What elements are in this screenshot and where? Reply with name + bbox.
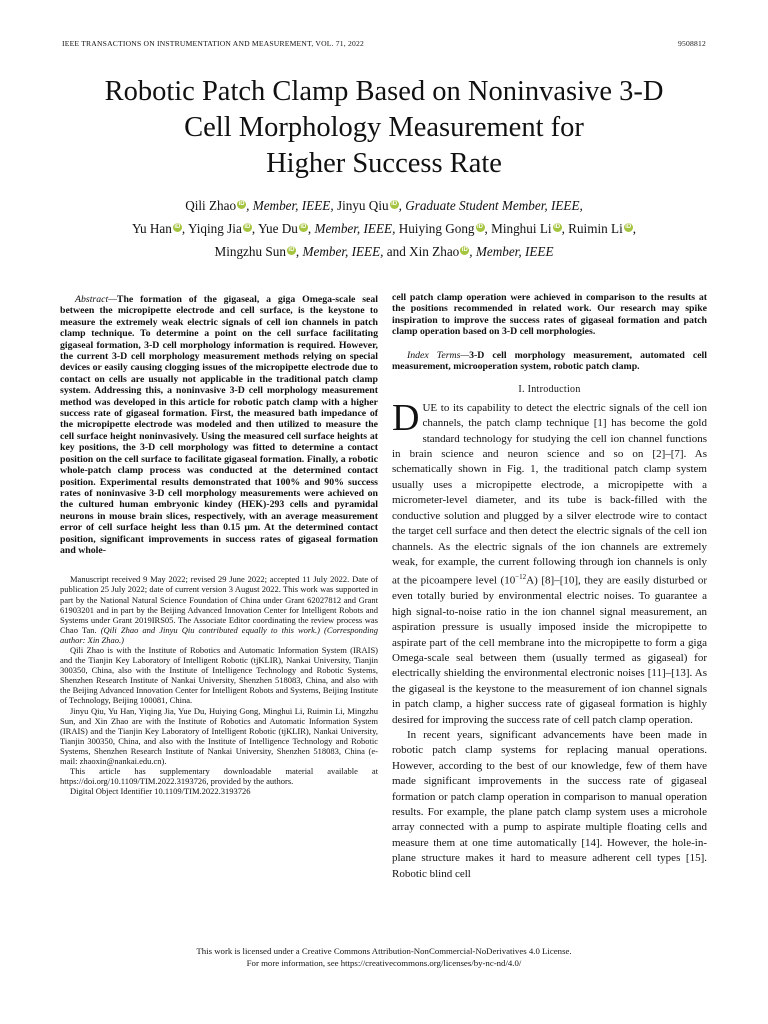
running-header — [62, 39, 706, 48]
license-link[interactable]: For more information, see https://creativecommons.org/licenses/by-nc-nd/4.0/ — [246, 957, 522, 968]
orcid-icon[interactable]: iD — [244, 224, 251, 230]
abstract-text: The formation of the gigaseal, a giga Omega-scale seal between the micropipette electrode and cell surface, is the keystone to measure the extremely weak electric signals of cell ion channels in patch clamp technique. To determine a point on the cell surface facilitating gigaseal formation, 3-D cell morphology information is required. However, the current 3-D cell morphology measurement methods relying on special devices or easily causing clogging issues of the micropipette electrode due to contact on cells are usually not applicable in the traditional patch clamp system. Addressing this, a noninvasive 3-D cell morphology measurement method was developed in this article for robotic patch clamp with a higher success rate of gigaseal formation. First, the measured bath impedance of the micropipette electrode was modeled and then utilized to measure the cell surface height noninvasively. Using the measured cell surface heights at key positions, the 3-D cell morphology was fitted to determine a contact position on the cell surface to facilitate gigaseal formation. Finally, a robotic whole-patch clamp process was conducted at the determined contact position. Experimental results demonstrated that 100% and 90% success rates of noninvasive 3-D cell morphology measurements were achieved on the cultured human embryonic kindey (HEK)-293 cells and pyramidal neurons in mouse brain slices, respectively, with an average measurement error of cell surface height less than 0.15 μm. At the determined contact position, significant improvements in success rates of gigaseal formation and whole- — [60, 294, 378, 556]
author-name: Yiqing Jia — [187, 221, 242, 236]
section-heading: I. Introduction — [518, 384, 581, 396]
author-name: Xin Zhao — [409, 244, 460, 259]
footnote-text: Manuscript received 9 May 2022; revised 29 June 2022; accepted 11 July 2022. Date of publication 25 July 2022; date of current version 3 August 2022. This work was supported in part by the National Natural Science Foundation of China under Grant 62027812 and Grant 61903201 and in part by the Beijing Advanced Innovation Center for Intelligent Robots and Systems under Grant 2019IRS05. The Associate Editor coordinating the review process was Chao Tan. — [60, 574, 378, 635]
intro-text: A) [8]–[10], they are easily disturbed or even totally buried by environmental electric noises. To guarantee a high signal-to-noise ratio in the ion channel signal measurement, an aspiration pressure is usually imposed inside the micropipette to aspirate part of the cell membrane into the micropipette to form a giga Omega-scale seal between them (usually termed as gigaseal) for electrically shielding the environmental electronic noises [11]–[13]. As the gigaseal is the keystone to the measurement of ion channel signals in patch clamp, a higher success rate of gigaseal formation is highly desired for improving the success rate of cell patch clamp operation. — [392, 574, 707, 726]
orcid-icon[interactable]: iD — [288, 247, 295, 253]
title-line: Cell Morphology Measurement for — [184, 112, 584, 143]
license-notice — [60, 946, 708, 969]
abstract-label: Abstract— — [75, 294, 117, 305]
author-name: Jinyu Qiu — [336, 198, 389, 213]
index-terms-text: 3-D cell morphology measurement, automated cell measurement, microoperation system, robotic patch clamp. — [392, 349, 708, 373]
author-role: , Graduate Student Member, IEEE, — [398, 198, 583, 213]
abstract — [60, 294, 378, 556]
intro-paragraph: In recent years, significant advancements have been made in robotic patch clamp systems for replacing manual operations. However, according to the best of our knowledge, few of them have made significant improvements in the success rate of gigaseal formation or patch clamp operation in comparison to manual operation results. For example, the plane patch clamp system uses a microhole array connected with a pump to aspirate multiple floating cells and measure them at one time automatically [14]. However, the hole-in-plane structure makes it hard to measure adherent cell types [15]. Robotic blind cell — [392, 729, 707, 880]
orcid-icon[interactable]: iD — [238, 201, 245, 207]
author-name: Minghui Li — [491, 221, 552, 236]
intro-text: UE to its capability to detect the electric signals of the cell ion channels, the patch clamp technique [1] has become the gold standard technology for studying the cell ion channel functions in brain science and neuron science and so on [2]–[7]. As schematically shown in Fig. 1, the traditional patch clamp system usually uses a micropipette electrode, a micropipette with a micrometer-level diameter, and its tube is back-filled with the conductive solution and plugged by a silver electrode wire to contact the target cell surface and then detect the electric signals of the cell ion channels. As the electric signals of the ion channels are extremely weak, for example, the current following through ion channels is only at the picoampere level (10 — [392, 401, 707, 587]
author-name: Qili Zhao — [185, 198, 237, 213]
footnote-affiliation: Jinyu Qiu, Yu Han, Yiqing Jia, Yue Du, Huiying Gong, Minghui Li, Ruimin Li, Mingzhu Sun, and Xin Zhao are with the Institute of Robotics and Automatic Information System (IRAIS) and the Tianjin Key Laboratory of Intelligent Robotic (tjKLIR), Nankai University, Tianjin 300350, China, and also with the Institute of Intelligence Technology and Robotic Systems, Shenzhen Research Institute of Nankai University, Shenzhen 518083, China (e-mail: zhaoxin@nankai.edu.cn). — [60, 705, 378, 767]
article-number: 9508812 — [678, 39, 706, 48]
drop-cap: D — [392, 396, 420, 439]
author-role: , Member, IEEE, — [295, 244, 384, 259]
author-line — [40, 240, 728, 263]
paper-title — [40, 74, 728, 182]
footnote-manuscript — [60, 574, 378, 645]
author-name: Yue Du — [257, 221, 298, 236]
index-terms-label: Index Terms— — [407, 349, 470, 361]
footnote-italic: (Qili Zhao and Jinyu Qiu contributed equally to this work.) (Corresponding author: Xin Zhao.) — [60, 624, 378, 645]
footnotes — [60, 574, 378, 796]
author-role: , Member, IEEE, — [246, 198, 334, 213]
orcid-icon[interactable]: iD — [174, 224, 181, 230]
conjunction: and — [386, 244, 406, 259]
author-name: Huiying Gong — [398, 221, 475, 236]
author-name: Yu Han — [131, 221, 172, 236]
footnote-doi: Digital Object Identifier 10.1109/TIM.2022.3193726 — [70, 786, 251, 797]
abstract-continued: cell patch clamp operation were achieved in comparison to the results at the positions recommended in related work. Our research may spike inspiration to improve the success rates of gigaseal formation and patch clamp operation based on 3-D cell morphologies. — [392, 292, 707, 338]
index-terms — [392, 350, 707, 373]
intro-paragraph — [392, 396, 707, 728]
exponent: −12 — [515, 573, 527, 582]
author-line: Yu Han iD , Yiqing Jia iD , Yue Du iD , Member, IEEE, Huiying Gong iD , Minghui Li iD , Ruimin Li iD , — [131, 221, 637, 236]
orcid-icon[interactable]: iD — [391, 201, 398, 207]
orcid-icon[interactable]: iD — [300, 224, 307, 230]
journal-name: IEEE TRANSACTIONS ON INSTRUMENTATION AND MEASUREMENT, VOL. 71, 2022 — [62, 39, 364, 48]
orcid-icon[interactable]: iD — [625, 224, 632, 230]
title-line: Robotic Patch Clamp Based on Noninvasive 3-D — [104, 76, 664, 107]
footnote-supplementary: This article has supplementary downloadable material available at https://doi.org/10.1109/TIM.2022.3193726, provided by the authors. — [60, 766, 378, 787]
author-role: , Member, IEEE — [469, 244, 554, 259]
author-line — [40, 194, 728, 217]
author-name: Mingzhu Sun — [214, 244, 286, 259]
orcid-icon[interactable]: iD — [477, 224, 484, 230]
author-list — [40, 194, 728, 263]
right-column — [392, 292, 707, 882]
license-line: This work is licensed under a Creative Commons Attribution-NonCommercial-NoDerivatives 4.0 License. — [196, 946, 572, 956]
author-role: , Member, IEEE, — [307, 221, 396, 236]
title-line: Higher Success Rate — [266, 148, 502, 179]
left-column — [60, 294, 378, 796]
footnote-affiliation: Qili Zhao is with the Institute of Robotics and Automatic Information System (IRAIS) and the Tianjin Key Laboratory of Intelligent Robotic (tjKLIR), Nankai University, Tianjin 300350, China, also with the Institute of Intelligence Technology and Robotic Systems, Shenzhen Research Institute of Nankai University, Shenzhen 518083, China, and also with the Beijing Advanced Innovation Center for Intelligent Robots and Systems, Beijing Institute of Technology, Beijing 100081, China. — [60, 645, 378, 706]
orcid-icon[interactable]: iD — [554, 224, 561, 230]
orcid-icon[interactable]: iD — [461, 247, 468, 253]
author-name: Ruimin Li — [568, 221, 623, 236]
